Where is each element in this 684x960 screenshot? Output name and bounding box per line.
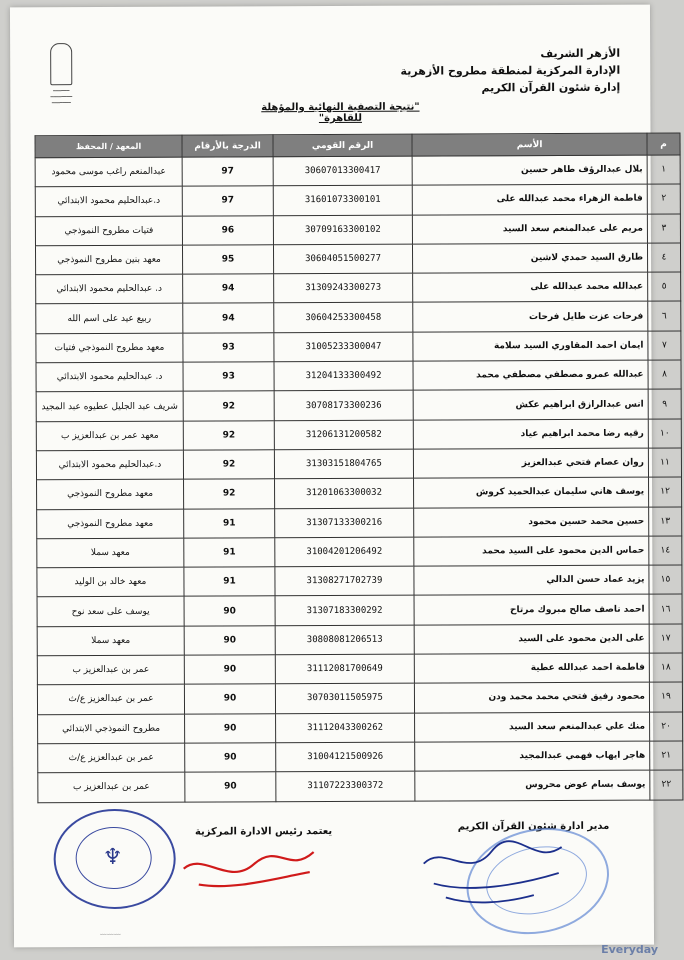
row-national-id: 30604253300458 bbox=[274, 303, 413, 333]
azhar-logo: ━━━━━━ ━━━━━━━━ ━━━━━━━ bbox=[32, 41, 90, 109]
left-signature-caption: يعتمد رئيس الادارة المركزية bbox=[194, 826, 333, 838]
row-number: ٨ bbox=[648, 360, 681, 389]
row-national-id: 30604051500277 bbox=[273, 244, 412, 274]
row-name: فرحات عزت طايل فرحات bbox=[413, 302, 648, 332]
row-name: روان عصام فتحي عبدالعزيز bbox=[413, 448, 648, 478]
row-grade: 92 bbox=[184, 479, 275, 509]
row-institute: د.عبدالحليم محمود الابتدائي bbox=[35, 186, 182, 216]
header-line-3: إدارة شئون القرآن الكريم bbox=[481, 80, 621, 95]
row-number: ٧ bbox=[648, 331, 681, 360]
row-national-id: 31303151804765 bbox=[274, 449, 413, 479]
row-name: حماس الدين محمود على السيد محمد bbox=[414, 536, 649, 566]
row-institute: شريف عبد الجليل عطيوه عبد المجيد bbox=[36, 392, 183, 422]
row-institute: د. عبدالحليم محمود الابتدائي bbox=[36, 274, 183, 304]
blue-signature bbox=[424, 841, 562, 903]
row-grade: 96 bbox=[182, 215, 273, 245]
row-national-id: 31308271702739 bbox=[275, 566, 414, 596]
row-number: ١٧ bbox=[649, 624, 682, 653]
row-institute: فتيات مطروح النموذجي bbox=[35, 216, 182, 246]
row-name: بلال عبدالرؤف طاهر حسين bbox=[412, 155, 647, 185]
row-institute: ربيع عيد على اسم الله bbox=[36, 304, 183, 334]
row-institute: عمر بن عبدالعزيز ب bbox=[38, 772, 185, 802]
row-grade: 91 bbox=[184, 538, 275, 568]
row-institute: عبدالمنعم راغب موسى محمود bbox=[35, 157, 182, 187]
red-signature bbox=[184, 852, 314, 886]
row-name: رقيه رضا محمد ابراهيم عياد bbox=[413, 419, 648, 449]
header-line-2: الإدارة المركزية لمنطقة مطروح الأزهرية bbox=[400, 63, 621, 78]
row-grade: 90 bbox=[184, 625, 275, 655]
row-number: ٢ bbox=[647, 184, 680, 213]
row-institute: معهد بنين مطروح النموذجي bbox=[35, 245, 182, 275]
row-institute: معهد مطروح النموذجي فتيات bbox=[36, 333, 183, 363]
row-national-id: 30709163300102 bbox=[273, 215, 412, 245]
row-institute: د.عبدالحليم محمود الابتدائي bbox=[36, 450, 183, 480]
row-grade: 92 bbox=[183, 391, 274, 421]
row-grade: 90 bbox=[184, 655, 275, 685]
row-number: ٤ bbox=[647, 243, 680, 272]
row-national-id: 31307183300292 bbox=[275, 596, 414, 626]
header-id: الرقم القومي bbox=[273, 134, 412, 157]
row-number: ١٨ bbox=[649, 653, 682, 682]
row-national-id: 31206131200582 bbox=[274, 420, 413, 450]
header-grade: الدرجة بالأرقام bbox=[182, 135, 273, 157]
row-number: ١٩ bbox=[649, 682, 682, 711]
right-signature-caption: مدير ادارة شئون القرآن الكريم bbox=[457, 820, 610, 833]
row-national-id: 31309243300273 bbox=[274, 273, 413, 303]
row-number: ١٣ bbox=[649, 507, 682, 536]
row-name: مريم على عبدالمنعم سعد السيد bbox=[412, 214, 647, 244]
row-national-id: 31004201206492 bbox=[275, 537, 414, 567]
row-grade: 90 bbox=[184, 684, 275, 714]
row-grade: 92 bbox=[183, 420, 274, 450]
row-name: حسين محمد حسين محمود bbox=[414, 507, 649, 537]
row-number: ٢١ bbox=[650, 741, 683, 770]
row-name: على الدين محمود على السيد bbox=[414, 624, 649, 654]
row-number: ١ bbox=[647, 155, 680, 184]
row-national-id: 30607013300417 bbox=[273, 156, 412, 186]
row-number: ١١ bbox=[648, 448, 681, 477]
handwritten-signatures bbox=[10, 5, 654, 948]
row-institute: معهد مطروح النموذجي bbox=[37, 479, 184, 509]
row-grade: 91 bbox=[184, 508, 275, 538]
row-national-id: 31112043300262 bbox=[276, 713, 415, 743]
row-national-id: 30703011505975 bbox=[275, 683, 414, 713]
row-national-id: 31204133300492 bbox=[274, 361, 413, 391]
row-national-id: 31201063300032 bbox=[275, 478, 414, 508]
row-grade: 94 bbox=[183, 303, 274, 333]
row-national-id: 31307133300216 bbox=[275, 508, 414, 538]
row-national-id: 31112081700649 bbox=[275, 654, 414, 684]
watermark: Everyday bbox=[601, 943, 658, 956]
row-grade: 90 bbox=[185, 743, 276, 773]
document-page bbox=[10, 5, 672, 948]
row-national-id: 30708173300236 bbox=[274, 391, 413, 421]
row-grade: 93 bbox=[183, 362, 274, 392]
row-grade: 91 bbox=[184, 567, 275, 597]
row-number: ٣ bbox=[647, 214, 680, 243]
row-grade: 93 bbox=[183, 333, 274, 363]
row-number: ١٢ bbox=[649, 477, 682, 506]
row-grade: 95 bbox=[182, 245, 273, 275]
row-institute: د. عبدالحليم محمود الابتدائي bbox=[36, 362, 183, 392]
row-name: محمود رفيق فتحي محمد محمد ودن bbox=[414, 682, 649, 712]
row-institute: مطروح النموذجي الابتدائي bbox=[38, 714, 185, 744]
row-name: انس عبدالرازق ابراهيم عكش bbox=[413, 389, 648, 419]
row-national-id: 31005233300047 bbox=[274, 332, 413, 362]
row-name: يزيد عماد حسن الدالي bbox=[414, 565, 649, 595]
row-number: ١٥ bbox=[649, 565, 682, 594]
page-footnote: ﹏﹏﹏ bbox=[99, 927, 122, 937]
row-number: ١٤ bbox=[649, 536, 682, 565]
row-grade: 97 bbox=[182, 157, 273, 187]
header-name: الأسم bbox=[412, 133, 647, 156]
row-grade: 94 bbox=[183, 274, 274, 304]
logo-caption-line: ━━━━━━ bbox=[53, 89, 70, 95]
row-grade: 97 bbox=[182, 186, 273, 216]
row-institute: معهد خالد بن الوليد bbox=[37, 567, 184, 597]
row-name: احمد ناصف صالح مبروك مرتاح bbox=[414, 595, 649, 625]
row-institute: عمر بن عبدالعزيز ع/ث bbox=[37, 684, 184, 714]
row-name: فاطمة احمد عبدالله عطية bbox=[414, 653, 649, 683]
row-institute: معهد عمر بن عبدالعزيز ب bbox=[36, 421, 183, 451]
row-institute: عمر بن عبدالعزيز ع/ث bbox=[38, 743, 185, 773]
row-grade: 90 bbox=[184, 596, 275, 626]
header-institute: المعهد / المحفظ bbox=[35, 135, 182, 158]
row-name: ايمان احمد المقاوري السيد سلامة bbox=[413, 331, 648, 361]
row-grade: 90 bbox=[185, 772, 276, 802]
row-number: ٦ bbox=[648, 301, 681, 330]
row-name: يوسف هاني سليمان عبدالحميد كروش bbox=[414, 477, 649, 507]
row-name: طارق السيد حمدي لاشين bbox=[412, 243, 647, 273]
row-name: عبدالله محمد عبدالله على bbox=[413, 272, 648, 302]
row-name: يوسف بسام عوض محروس bbox=[415, 770, 650, 800]
row-number: ٩ bbox=[648, 389, 681, 418]
row-number: ١٠ bbox=[648, 419, 681, 448]
row-number: ١٦ bbox=[649, 594, 682, 623]
row-institute: معهد مطروح النموذجي bbox=[37, 509, 184, 539]
row-institute: عمر بن عبدالعزيز ب bbox=[37, 655, 184, 685]
row-grade: 90 bbox=[185, 713, 276, 743]
header-num: م bbox=[647, 133, 680, 155]
row-national-id: 31004121500926 bbox=[276, 742, 415, 772]
eagle-icon: ♆ bbox=[102, 844, 123, 871]
row-grade: 92 bbox=[183, 450, 274, 480]
document-title: "نتيجة التصفية النهائية والمؤهلة للقاهرة" bbox=[261, 101, 420, 125]
row-name: عبدالله عمرو مصطفي مصطفي محمد bbox=[413, 360, 648, 390]
row-name: فاطمة الزهراء محمد عبدالله على bbox=[412, 184, 647, 214]
row-number: ٢٢ bbox=[650, 770, 683, 799]
row-institute: معهد سملا bbox=[37, 538, 184, 568]
row-number: ٢٠ bbox=[650, 712, 683, 741]
row-name: هاجر ايهاب فهمي عبدالمجيد bbox=[415, 741, 650, 771]
row-national-id: 31601073300101 bbox=[273, 185, 412, 215]
row-national-id: 30808081206513 bbox=[275, 625, 414, 655]
header-line-1: الأزهر الشريف bbox=[540, 46, 621, 61]
row-national-id: 31107223300372 bbox=[276, 771, 415, 801]
row-name: منك علي عبدالمنعم سعد السيد bbox=[415, 712, 650, 742]
row-number: ٥ bbox=[648, 272, 681, 301]
row-institute: معهد سملا bbox=[37, 626, 184, 656]
row-institute: يوسف على سعد نوح bbox=[37, 597, 184, 627]
